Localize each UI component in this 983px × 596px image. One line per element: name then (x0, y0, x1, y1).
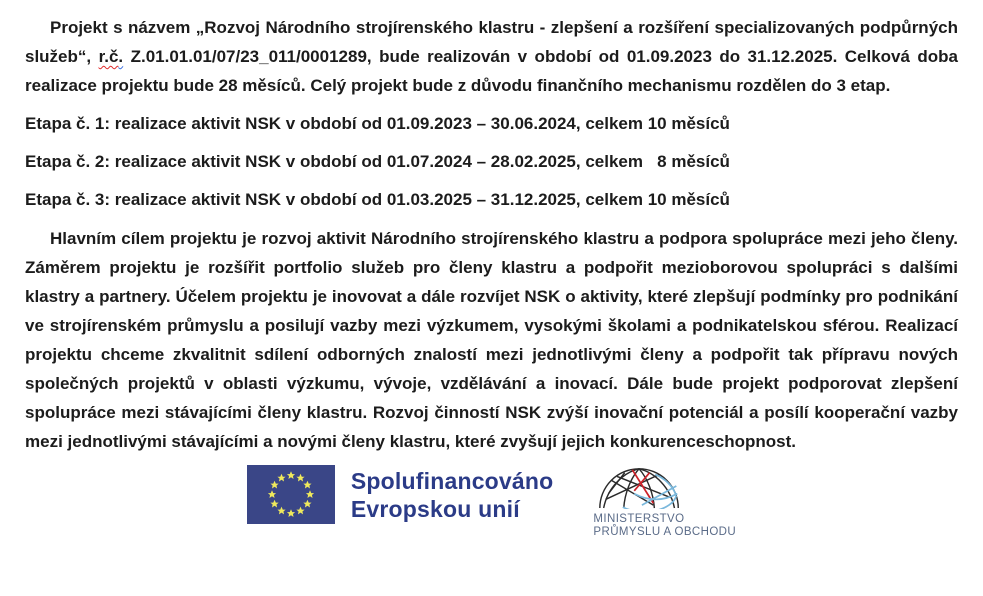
intro-text-after: Z.01.01.01/07/23_011/0001289, bude realizován v období od 01.09.2023 do 31.12.2025. Celková doba realizace projektu bude 28 měsíců. Celý projekt bude z důvodu finančního mechanismu rozdělen do 3 etap. (25, 47, 958, 95)
ministry-logo (593, 465, 736, 539)
paragraph-project-intro (25, 13, 958, 100)
logo-row (0, 465, 983, 539)
paragraph-main-goal: Hlavním cílem projektu je rozvoj aktivit Národního strojírenského klastru a podpora spolupráce mezi jeho členy. Záměrem projektu je rozšířit portfolio služeb pro členy klastru a podpořit mezioborovou spolupráci s dalšími klastry a partnery. Účelem projektu je inovovat a dále rozvíjet NSK o aktivity, které zlepšují podmínky pro podnikání ve strojírenském průmyslu a posilují vazby mezi výzkumem, vysokými školami a podnikatelskou sférou. Realizací projektu chceme zkvalitnit sdílení odborných znalostí mezi jednotlivými členy a podpořit tak přípravu nových společných projektů v oblasti výzkumu, vývoje, vzdělávání a inovací. Dále bude projekt podporovat zlepšení spolupráce mezi stávajícími členy klastru. Rozvoj činností NSK zvýší inovační potenciál a posílí kooperační vazby mezi jednotlivými stávajícími a novými členy klastru, které zvyšují jejich konkurenceschopnost. (25, 229, 958, 451)
eu-logo-caption-line1: Spolufinancováno (350, 467, 554, 494)
eu-flag-icon (247, 465, 335, 524)
stage-line-1: Etapa č. 1: realizace aktivit NSK v období od 01.09.2023 – 30.06.2024, celkem 10 měsíců (25, 114, 730, 133)
ministry-logo-caption-line2: PRŮMYSLU A OBCHODU (593, 526, 737, 538)
stage-line-2: Etapa č. 2: realizace aktivit NSK v období od 01.07.2024 – 28.02.2025, celkem 8 měsíců (25, 152, 730, 171)
eu-logo-caption-line2: Evropskou unií (350, 495, 520, 522)
ministry-logo-caption (593, 513, 736, 539)
ministry-globe-icon (595, 465, 685, 509)
spellcheck-blue-term: . (118, 47, 124, 66)
intro-text-before: Projekt s názvem „Rozvoj Národního strojírenského klastru - zlepšení a rozšíření specializovaných podpůrných služeb“, (25, 18, 958, 66)
ministry-logo-caption-line1: MINISTERSTVO (593, 513, 685, 525)
eu-logo-caption (351, 467, 554, 523)
stage-line-3: Etapa č. 3: realizace aktivit NSK v období od 01.03.2025 – 31.12.2025, celkem 10 měsíců (25, 190, 730, 209)
spellcheck-red-term: r.č (98, 47, 119, 66)
eu-cofunded-logo (247, 465, 554, 524)
